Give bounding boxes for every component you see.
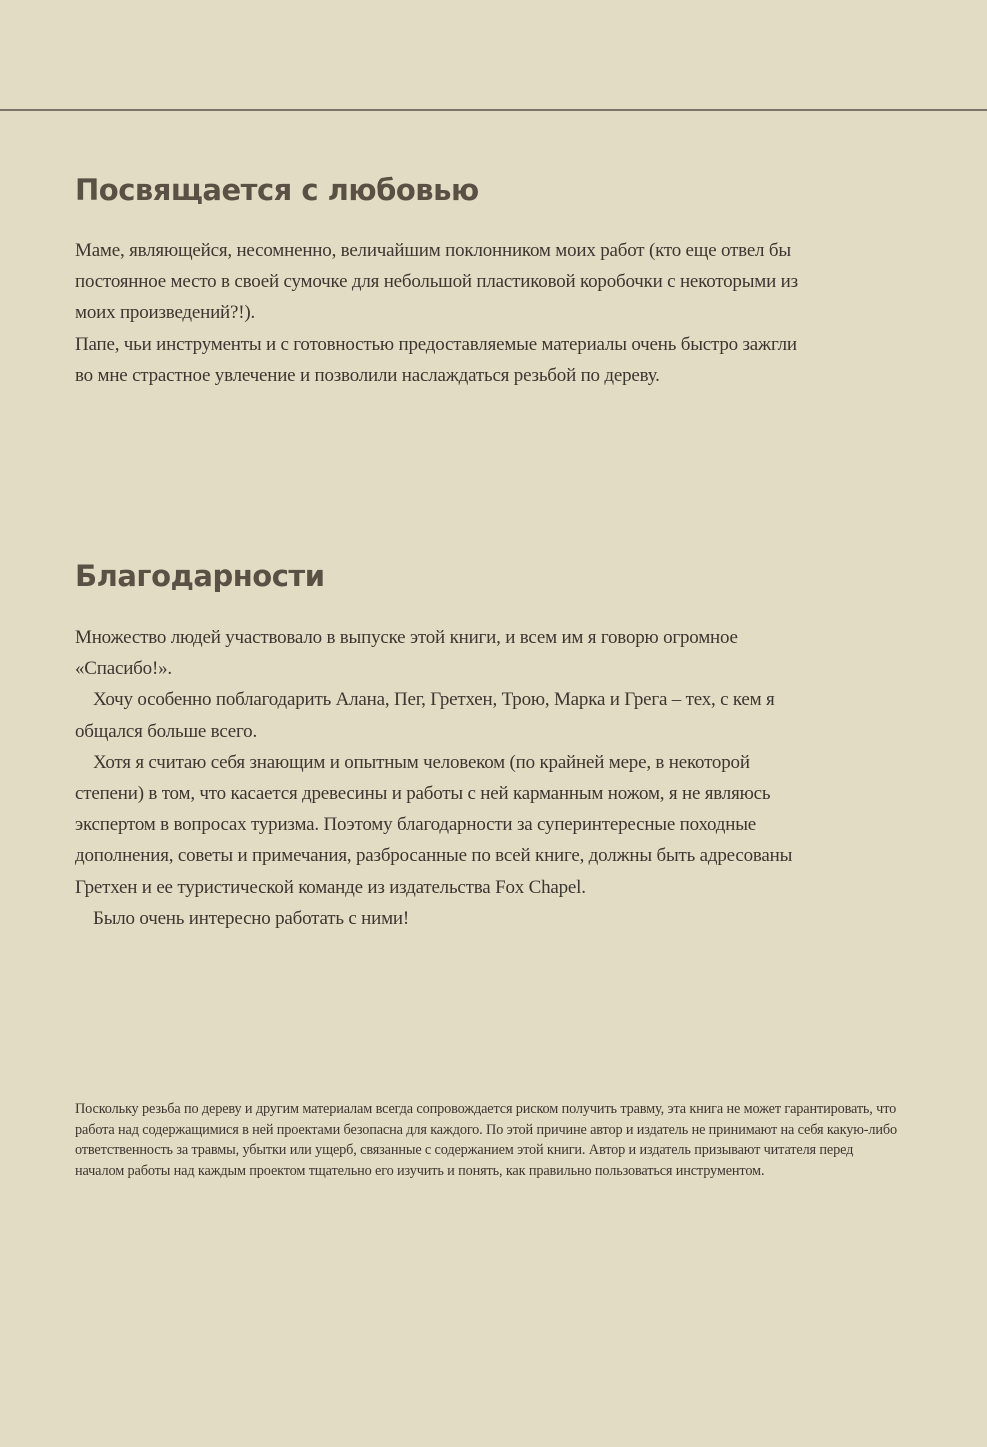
acknowledgements-paragraph: Хотя я считаю себя знающим и опытным человеком (по крайней мере, в некоторой степени) в том, что касается древесины и работы с ней карманным ножом, я не являюсь экспертом в вопросах туризма. Поэтому благодарности за суперинтересные походные дополнения, советы и примечания, разбросанные по всей книге, должны быть адресованы Гретхен и ее туристической команде из издательства Fox Chapel. <box>75 751 793 898</box>
acknowledgements-body <box>75 622 815 934</box>
acknowledgements-paragraph: Хочу особенно поблагодарить Алана, Пег, Гретхен, Трою, Марка и Грега – тех, с кем я общался больше всего. <box>75 689 775 742</box>
acknowledgements-paragraph: Множество людей участвовало в выпуске этой книги, и всем им я говорю огромное «Спасибо!». <box>75 627 738 680</box>
top-divider <box>0 109 987 111</box>
acknowledgements-section <box>75 558 815 934</box>
acknowledgements-title: Благодарности <box>75 559 325 593</box>
dedication-paragraph-father: Папе, чьи инструменты и с готовностью предоставляемые материалы очень быстро зажгли во мне страстное увлечение и позволили наслаждаться резьбой по дереву. <box>75 333 797 386</box>
disclaimer-text: Поскольку резьба по дереву и другим материалам всегда сопровождается риском получить травму, эта книга не может гарантировать, что работа над содержащимися в ней проектами безопасна для каждого. По этой причине автор и издатель не принимают на себя какую-либо ответственность за травмы, убытки или ущерб, связанные с содержанием этой книги. Автор и издатель призывают читателя перед началом работы над каждым проектом тщательно его изучить и понять, как правильно пользоваться инструментом. <box>75 1101 897 1179</box>
dedication-title: Посвящается с любовью <box>75 173 479 207</box>
acknowledgements-paragraph: Было очень интересно работать с ними! <box>93 907 409 929</box>
dedication-paragraph-mother: Маме, являющейся, несомненно, величайшим поклонником моих работ (кто еще отвел бы постоянное место в своей сумочке для небольшой пластиковой коробочки с некоторыми из моих произведений?!). <box>75 240 798 324</box>
dedication-body <box>75 235 815 391</box>
dedication-section <box>75 172 815 391</box>
